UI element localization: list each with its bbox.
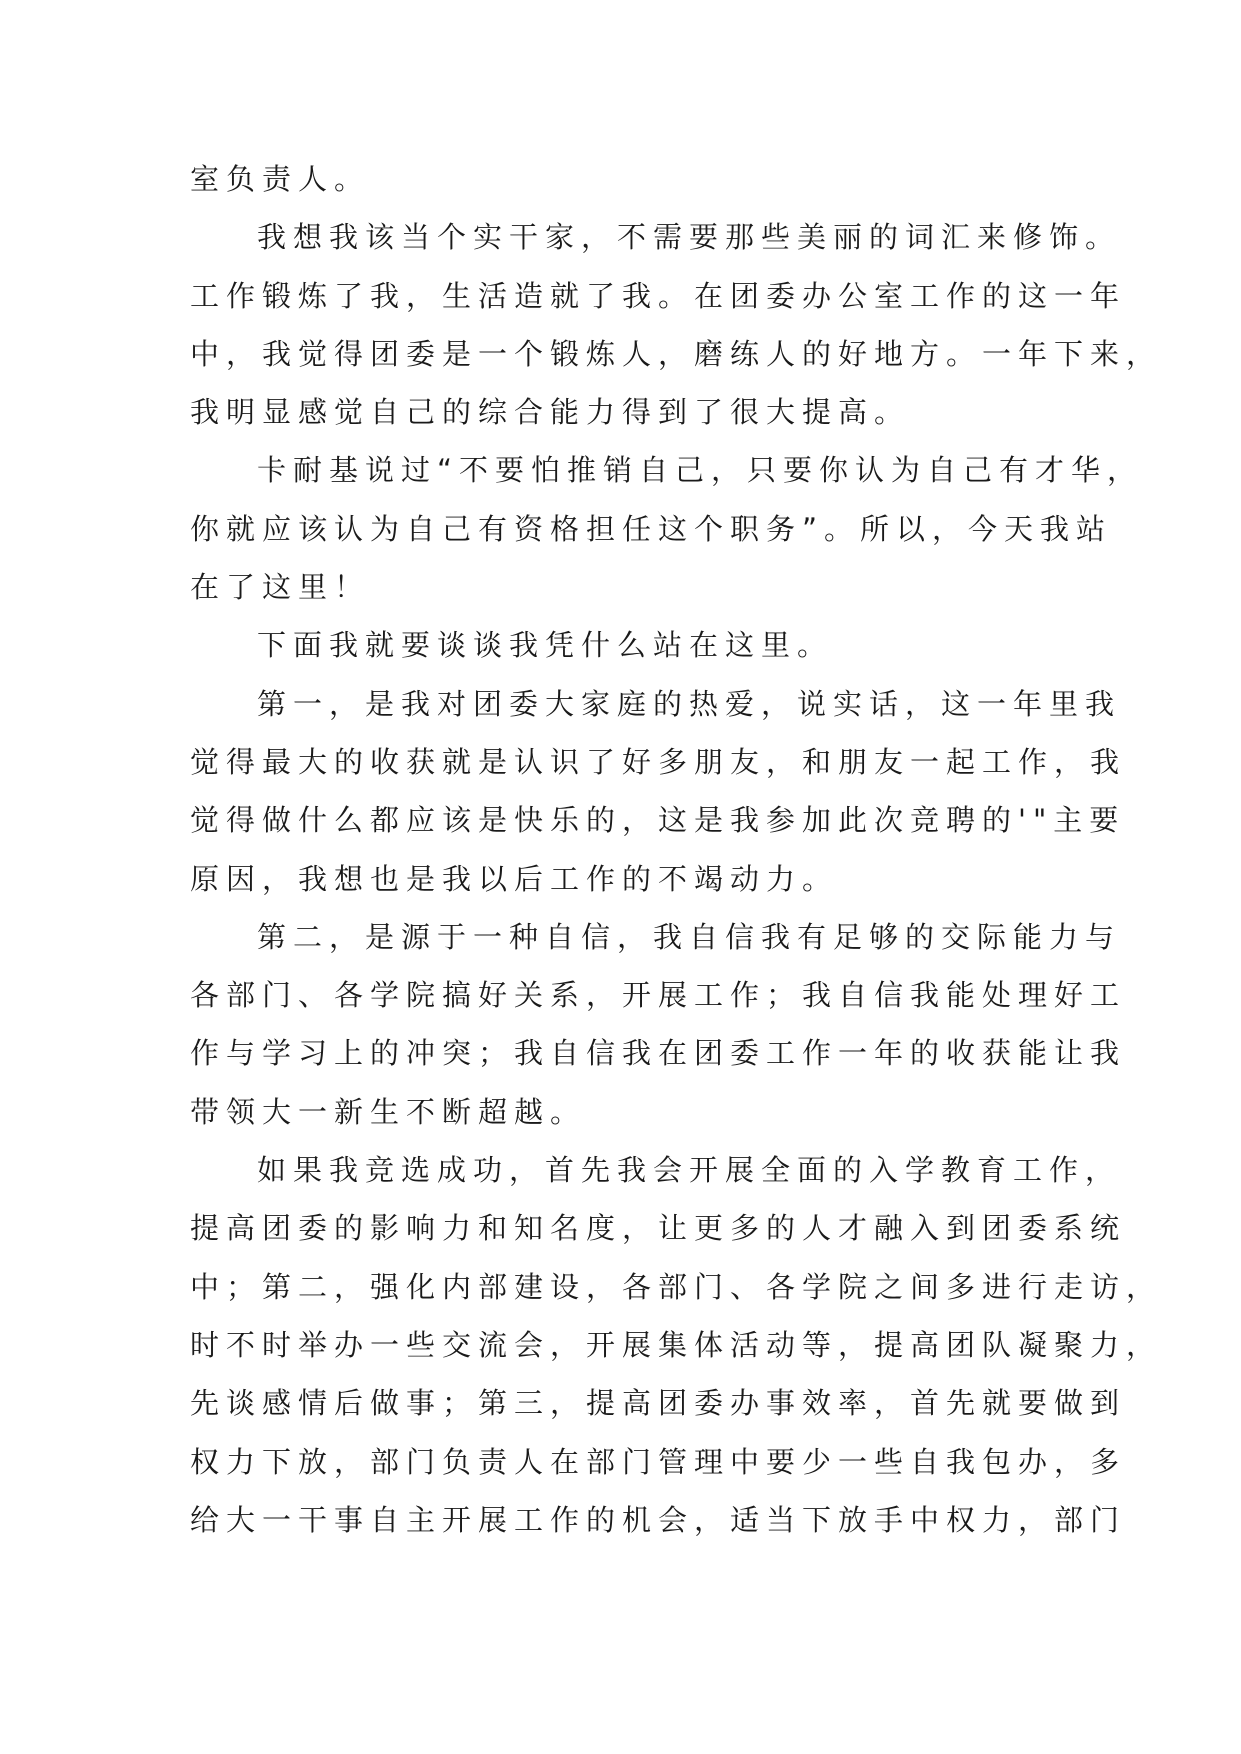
text-line: 原因，我想也是我以后工作的不竭动力。 <box>190 861 839 896</box>
paragraph-start-line: 如果我竞选成功，首先我会开展全面的入学教育工作， <box>257 1153 1122 1188</box>
text-line: 中；第二，强化内部建设，各部门、各学院之间多进行走访， <box>190 1269 1163 1304</box>
text-line: 在了这里！ <box>190 570 371 605</box>
text-line: 给大一干事自主开展工作的机会，适当下放手中权力，部门 <box>190 1502 1127 1537</box>
paragraph-start-line: 第一，是我对团委大家庭的热爱，说实话，这一年里我 <box>257 686 1122 721</box>
text-line: 中，我觉得团委是一个锻炼人，磨练人的好地方。一年下来， <box>190 336 1163 371</box>
text-line: 作与学习上的冲突；我自信我在团委工作一年的收获能让我 <box>190 1036 1127 1071</box>
text-line: 你就应该认为自己有资格担任这个职务”。所以，今天我站 <box>190 511 1113 546</box>
paragraph-start-line: 下面我就要谈谈我凭什么站在这里。 <box>257 628 834 663</box>
document-body <box>190 150 1163 1549</box>
text-line: 工作锻炼了我，生活造就了我。在团委办公室工作的这一年 <box>190 278 1127 313</box>
text-line: 权力下放，部门负责人在部门管理中要少一些自我包办，多 <box>190 1444 1127 1479</box>
text-line: 室负责人。 <box>190 162 371 196</box>
text-line: 先谈感情后做事；第三，提高团委办事效率，首先就要做到 <box>190 1386 1127 1421</box>
text-line: 觉得最大的收获就是认识了好多朋友，和朋友一起工作，我 <box>190 744 1127 779</box>
text-line: 觉得做什么都应该是快乐的，这是我参加此次竞聘的'"主要 <box>190 803 1126 838</box>
paragraph-start-line: 我想我该当个实干家，不需要那些美丽的词汇来修饰。 <box>257 220 1122 255</box>
paragraph-start-line: 卡耐基说过“不要怕推销自己，只要你认为自己有才华， <box>257 453 1144 488</box>
text-line: 提高团委的影响力和知名度，让更多的人才融入到团委系统 <box>190 1211 1127 1246</box>
text-line: 带领大一新生不断超越。 <box>190 1094 587 1129</box>
text-line: 我明显感觉自己的综合能力得到了很大提高。 <box>190 395 911 430</box>
text-line: 各部门、各学院搞好关系，开展工作；我自信我能处理好工 <box>190 978 1127 1013</box>
paragraph-start-line: 第二，是源于一种自信，我自信我有足够的交际能力与 <box>257 919 1122 954</box>
text-line: 时不时举办一些交流会，开展集体活动等，提高团队凝聚力， <box>190 1327 1163 1362</box>
